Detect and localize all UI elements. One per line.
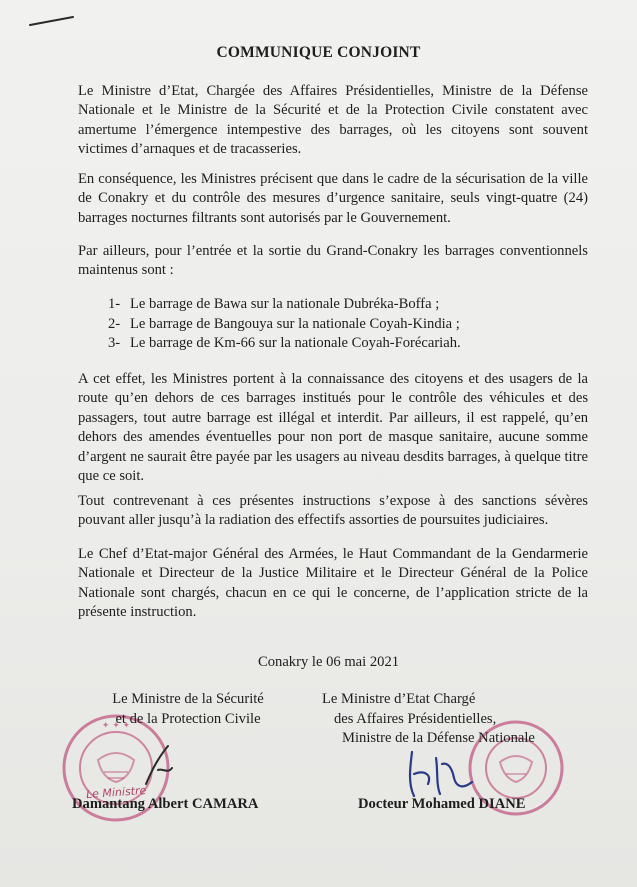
list-item: 3- Le barrage de Km-66 sur la nationale Coyah-Forécariah. — [108, 335, 461, 351]
document-title: COMMUNIQUE CONJOINT — [216, 44, 421, 61]
paragraph-sanctions: Tout contrevenant à ces présentes instructions s’expose à des sanctions sévères pouvant aller jusqu’à la radiation des effectifs assorties de poursuites judiciaires. — [78, 493, 588, 529]
barrages-list — [108, 295, 578, 354]
list-item: 2- Le barrage de Bangouya sur la nationale Coyah-Kindia ; — [108, 315, 460, 332]
paragraph-intro: Le Ministre d’Etat, Chargée des Affaires Présidentielles, Ministre de la Défense Nationale et le Ministre de la Sécurité et de la Protection Civile constatent avec amertume l’émergence intempestive des barrages, où les citoyens sont souvent victimes d’arnaques et de tracasseries. — [78, 83, 588, 158]
signatory-right-title: Le Ministre d’Etat Chargé des Affaires Présidentielles, Ministre de la Défense Nationale — [322, 691, 535, 746]
svg-text:✦ ✦ ✦: ✦ ✦ ✦ — [101, 721, 131, 731]
signatory-left-name: Damantang Albert CAMARA — [72, 796, 259, 812]
paragraph-effect: A cet effet, les Ministres portent à la connaissance des citoyens et des usagers de la route qu’en dehors de ces barrages institués pour le contrôle des véhicules et des passagers, tout autre barrage est illégal et interdit. Par ailleurs, il est rappelé, qu’en dehors des amendes éventuelles pour non port de masque sanitaire, aucune somme d’argent ne saurait être payée par les usagers au niveau desdits barrages, à quelque titre que ce soit. — [78, 371, 588, 485]
dateline: Conakry le 06 mai 2021 — [258, 654, 400, 670]
signatory-right-name: Docteur Mohamed DIANE — [358, 796, 526, 812]
list-item: 1- Le barrage de Bawa sur la nationale Dubréka-Boffa ; — [108, 296, 440, 312]
paragraph-responsibility: Le Chef d’Etat-major Général des Armées, le Haut Commandant de la Gendarmerie Nationale et Directeur de la Justice Militaire et le Directeur Général de la Police Nationale sont chargés, chacun en ce qui le concerne, de l’application stricte de la présente instruction. — [78, 546, 588, 621]
paragraph-consequence: En conséquence, les Ministres précisent que dans le cadre de la sécurisation de la ville de Conakry et du contrôle des mesures d’urgence sanitaire, seuls vingt-quatre (24) barrages nocturnes filtrants sont autorisés par le Gouvernement. — [78, 171, 588, 226]
pen-mark — [28, 14, 76, 28]
paragraph-barrages-intro: Par ailleurs, pour l’entrée et la sortie du Grand-Conakry les barrages conventionnels maintenus sont : — [78, 243, 588, 279]
signatory-left-title: Le Ministre de la Sécurité et de la Protection Civile — [112, 691, 264, 727]
handwritten-signature-right — [402, 744, 482, 800]
stamp-label: Le Ministre — [85, 783, 147, 802]
handwritten-signature-left — [138, 740, 178, 790]
